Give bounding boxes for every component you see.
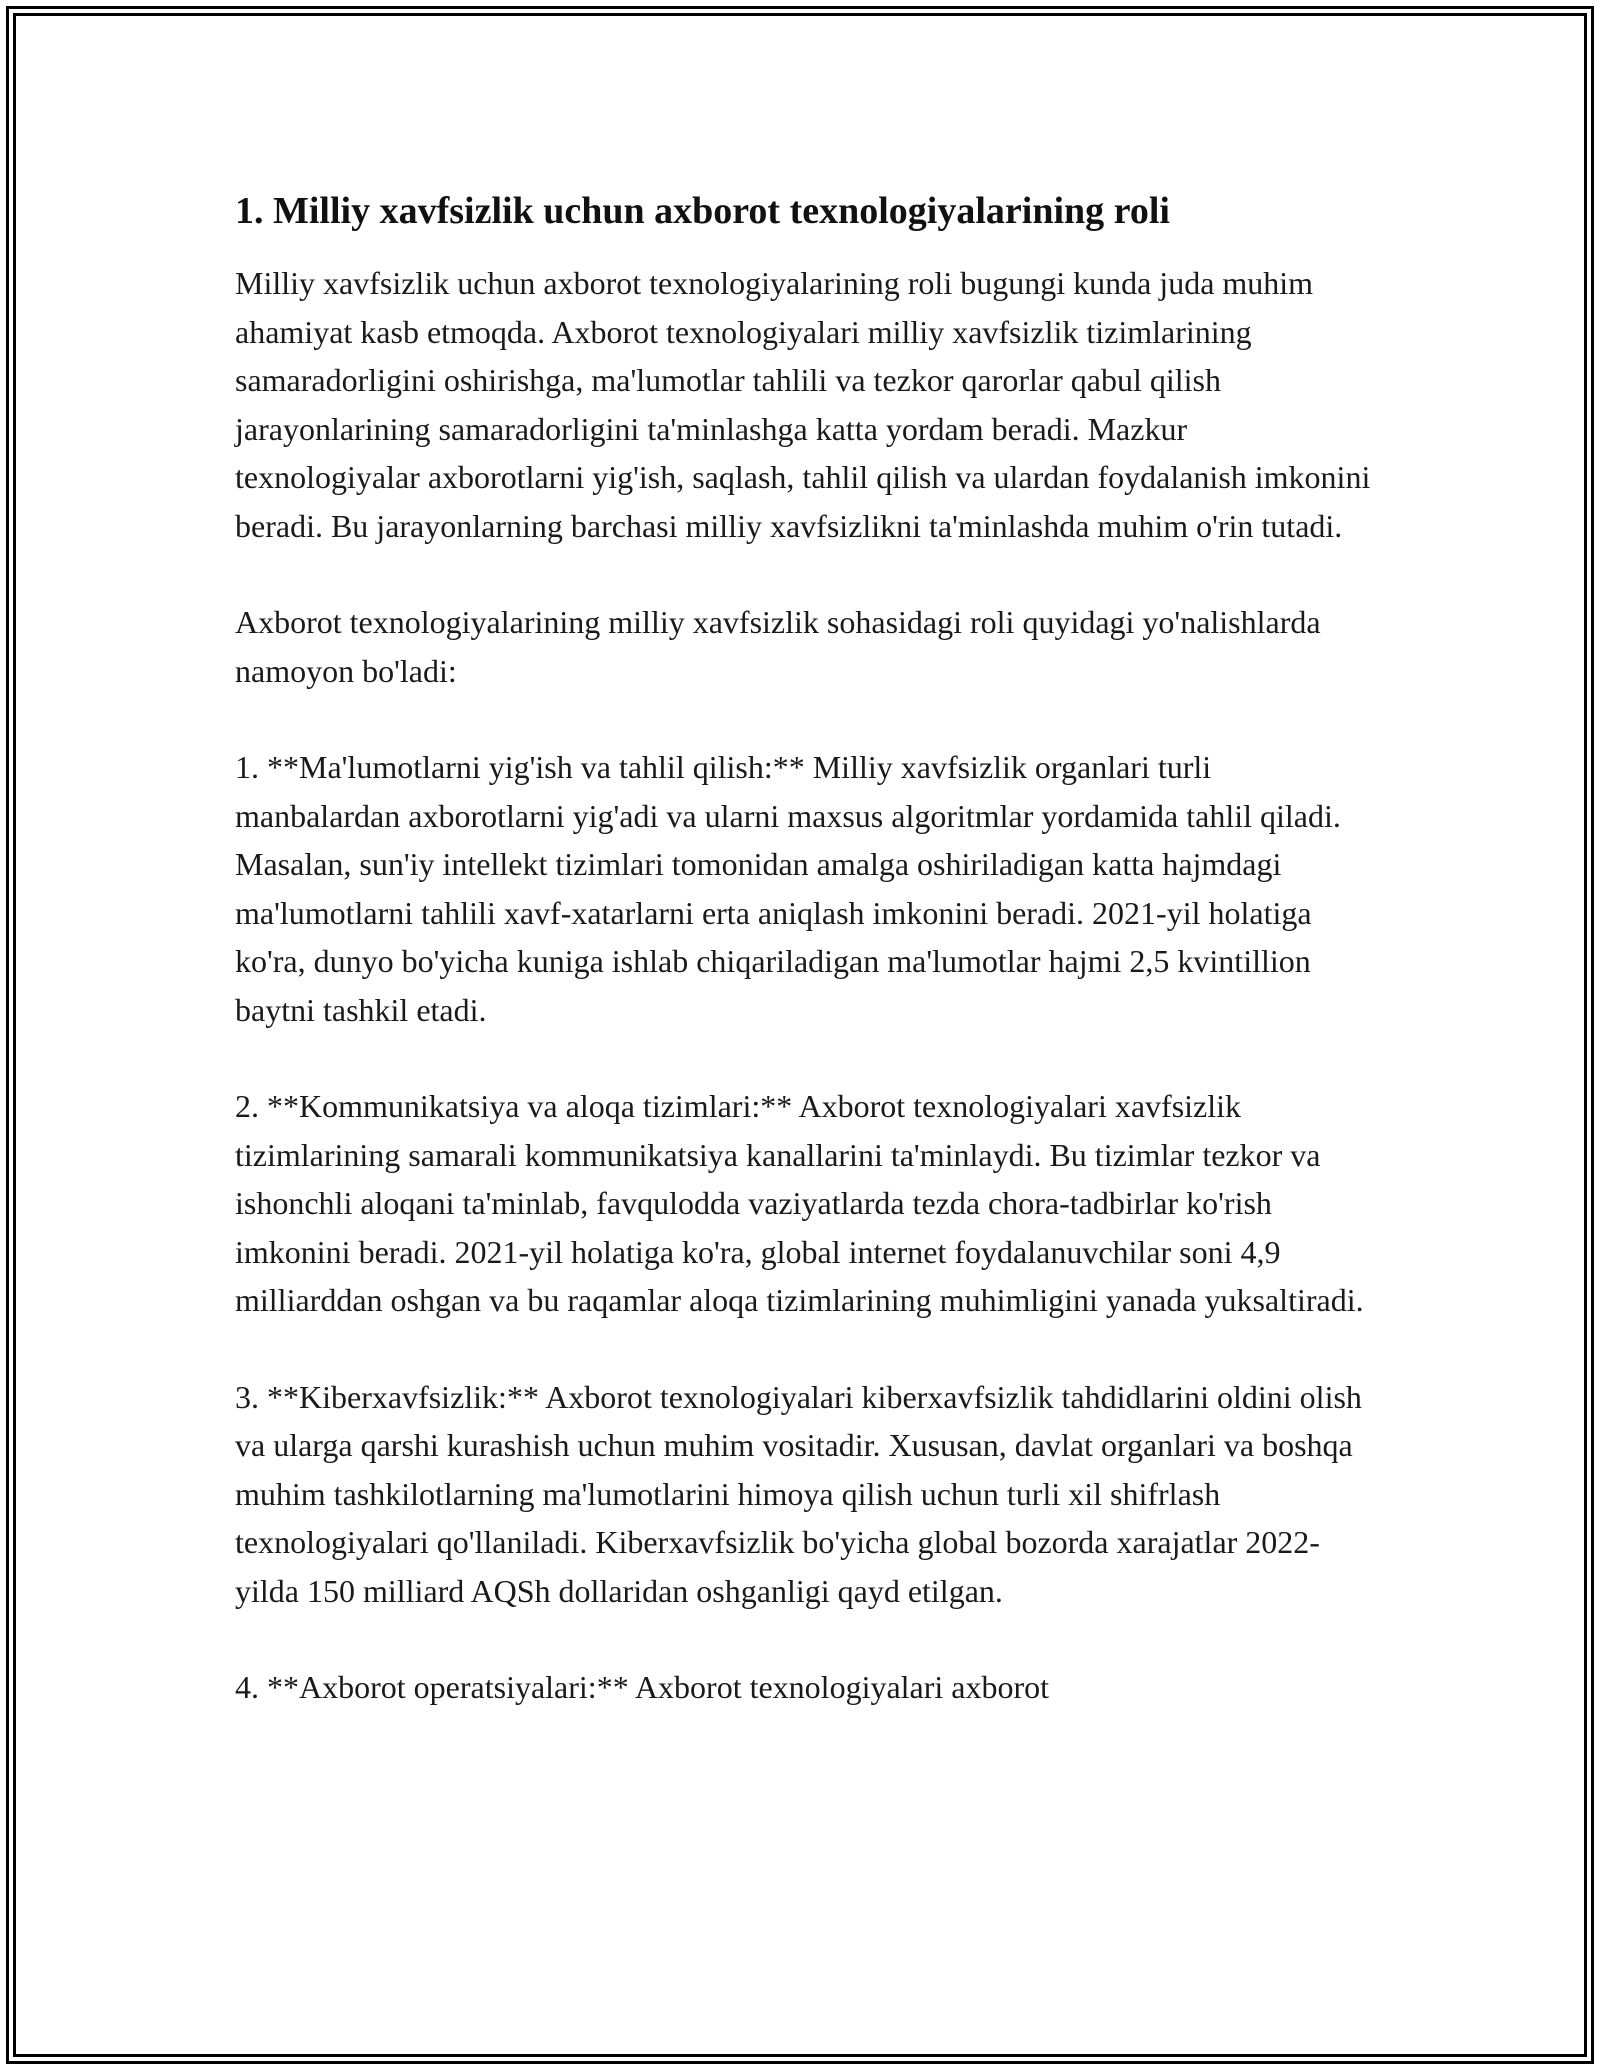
list-item-data-analysis: 1. **Ma'lumotlarni yig'ish va tahlil qilish:** Milliy xavfsizlik organlari turli manbalardan axborotlarni yig'adi va ularni maxsus algoritmlar yordamida tahlil qiladi. Masalan, sun'iy intellekt tizimlari tomonidan amalga oshiriladigan katta hajmdagi ma'lumotlarni tahlili xavf-xatarlarni erta aniqlash imkonini beradi. 2021-yil holatiga ko'ra, dunyo bo'yicha kuniga ishlab chiqariladigan ma'lumotlar hajmi 2,5 kvintillion baytni tashkil etadi. [235, 749, 1341, 1028]
list-item-communications: 2. **Kommunikatsiya va aloqa tizimlari:** Axborot texnologiyalari xavfsizlik tizimlarining samarali kommunikatsiya kanallarini ta'minlaydi. Bu tizimlar tezkor va ishonchli aloqani ta'minlab, favqulodda vaziyatlarda tezda chora-tadbirlar ko'rish imkonini beradi. 2021-yil holatiga ko'ra, global internet foydalanuvchilar soni 4,9 milliarddan oshgan va bu raqamlar aloqa tizimlarining muhimligini yanada yuksaltiradi. [235, 1088, 1364, 1318]
paragraph-lead-in: Axborot texnologiyalarining milliy xavfsizlik sohasidagi roli quyidagi yo'nalishlarda namoyon bo'ladi: [235, 604, 1321, 689]
paragraph-intro: Milliy xavfsizlik uchun axborot texnologiyalarining roli bugungi kunda juda muhim ahamiyat kasb etmoqda. Axborot texnologiyalari milliy xavfsizlik tizimlarining samaradorligini oshirishga, ma'lumotlar tahlili va tezkor qarorlar qabul qilish jarayonlarining samaradorligini ta'minlashga katta yordam beradi. Mazkur texnologiyalar axborotlarni yig'ish, saqlash, tahlil qilish va ulardan foydalanish imkonini beradi. Bu jarayonlarning barchasi milliy xavfsizlikni ta'minlashda muhim o'rin tutadi. [235, 265, 1371, 544]
list-item-information-operations: 4. **Axborot operatsiyalari:** Axborot texnologiyalari axborot [235, 1669, 1050, 1705]
list-item-cybersecurity: 3. **Kiberxavfsizlik:** Axborot texnologiyalari kiberxavfsizlik tahdidlarini oldini olish va ularga qarshi kurashish uchun muhim vositadir. Xususan, davlat organlari va boshqa muhim tashkilotlarning ma'lumotlarini himoya qilish uchun turli xil shifrlash texnologiyalari qo'llaniladi. Kiberxavfsizlik bo'yicha global bozorda xarajatlar 2022-yilda 150 milliard AQSh dollaridan oshganligi qayd etilgan. [235, 1378, 1362, 1609]
document-body [235, 185, 1375, 1712]
section-heading: 1. Milliy xavfsizlik uchun axborot texnologiyalarining roli [235, 190, 1170, 232]
